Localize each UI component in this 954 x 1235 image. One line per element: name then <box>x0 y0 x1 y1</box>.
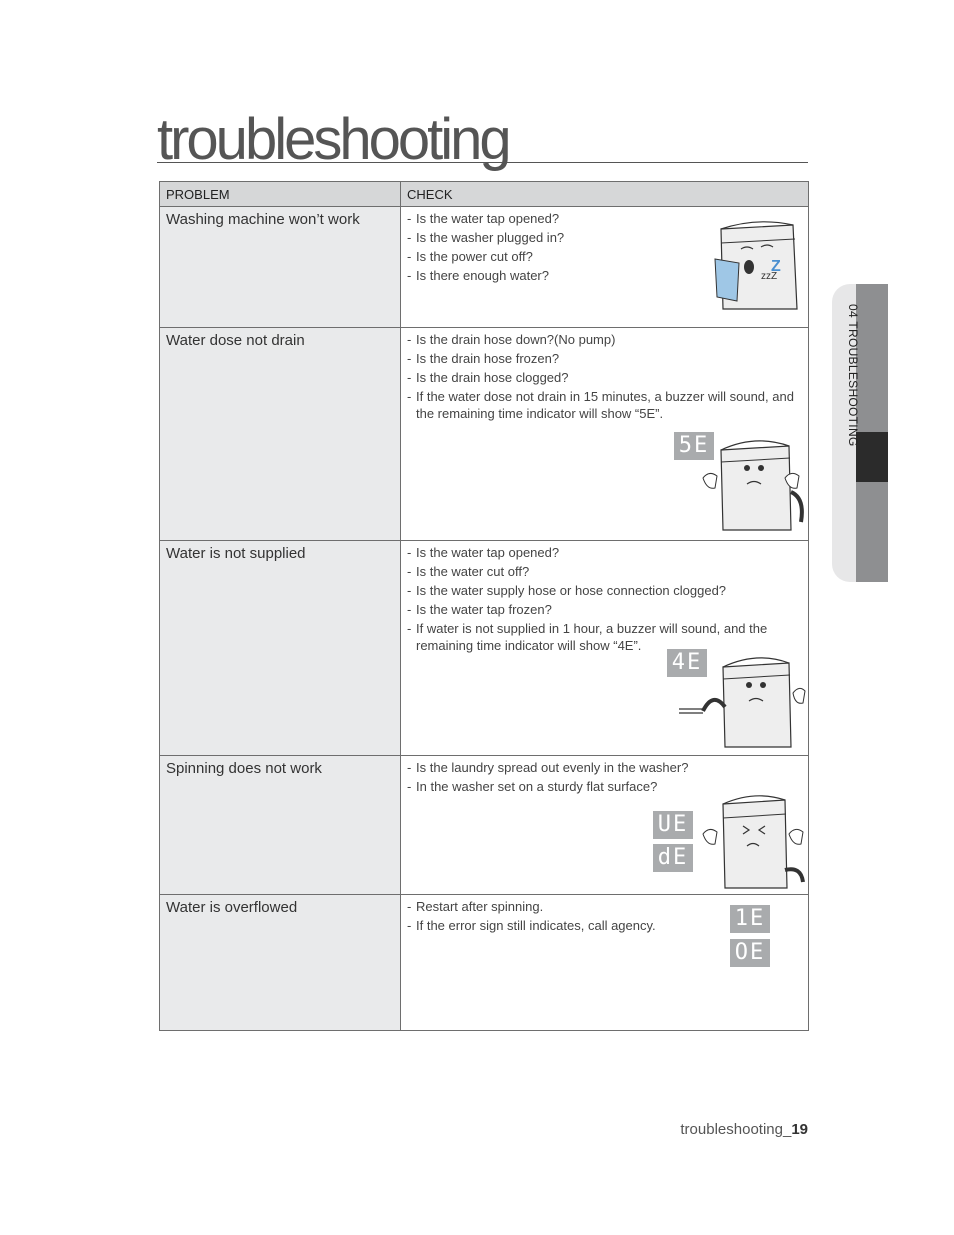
check-item: - Is the water supply hose or hose connection clogged? <box>407 583 727 598</box>
check-item: - In the washer set on a sturdy flat surface? <box>407 779 658 794</box>
table-header-row <box>160 182 809 207</box>
error-code-display: dE <box>653 844 693 872</box>
check-item: - If water is not supplied in 1 hour, a buzzer will sound, and the remaining time indicator will show “4E”. <box>407 621 768 653</box>
check-item: - Is the water tap frozen? <box>407 602 552 617</box>
problem-cell: Water is not supplied <box>160 541 401 756</box>
table-row <box>160 207 809 328</box>
dizzy-washer-spin-illustration <box>699 794 807 892</box>
check-item: - Is the washer plugged in? <box>407 230 565 245</box>
chapter-label: 04 TROUBLESHOOTING <box>846 304 860 447</box>
check-item: - If the water dose not drain in 15 minutes, a buzzer will sound, and the remaining time indicator will show “5E”. <box>407 389 794 421</box>
error-code-display: 4E <box>667 649 707 677</box>
check-item: - Is the drain hose down?(No pump) <box>407 332 616 347</box>
table-row <box>160 895 809 1031</box>
check-item: - Is the water tap opened? <box>407 545 560 560</box>
check-cell <box>401 541 809 756</box>
error-code-display: UE <box>653 811 693 839</box>
check-item: - Is the water tap opened? <box>407 211 560 226</box>
problem-cell: Spinning does not work <box>160 756 401 895</box>
page-footer <box>680 1121 808 1138</box>
svg-text:zzZ: zzZ <box>761 271 778 282</box>
problem-cell: Water dose not drain <box>160 328 401 541</box>
worried-washer-drain-illustration <box>697 432 805 532</box>
table-row <box>160 541 809 756</box>
page-number: 19 <box>791 1121 808 1138</box>
error-code-display: 5E <box>674 432 714 460</box>
check-item: - Is the power cut off? <box>407 249 533 264</box>
error-code-display: OE <box>730 939 770 967</box>
problem-cell: Water is overflowed <box>160 895 401 1031</box>
worried-washer-supply-illustration <box>677 653 807 749</box>
table-row <box>160 756 809 895</box>
problem-cell: Washing machine won’t work <box>160 207 401 328</box>
check-item: - Restart after spinning. <box>407 899 544 914</box>
page-title: troubleshooting <box>157 107 509 172</box>
check-cell <box>401 756 809 895</box>
footer-label: troubleshooting_ <box>680 1121 792 1138</box>
check-cell <box>401 895 809 1031</box>
header-problem: PROBLEM <box>160 182 401 207</box>
troubleshooting-table <box>159 181 809 1031</box>
check-item: - Is the water cut off? <box>407 564 530 579</box>
table-row <box>160 328 809 541</box>
check-item: - Is the laundry spread out evenly in the washer? <box>407 760 689 775</box>
check-item: - Is there enough water? <box>407 268 549 283</box>
error-code-display: 1E <box>730 905 770 933</box>
check-item: - If the error sign still indicates, call agency. <box>407 918 656 933</box>
title-divider <box>157 162 808 163</box>
check-cell <box>401 207 809 328</box>
check-item: - Is the drain hose frozen? <box>407 351 560 366</box>
check-cell <box>401 328 809 541</box>
check-item: - Is the drain hose clogged? <box>407 370 569 385</box>
svg-text:Z: Z <box>771 258 781 275</box>
sleeping-washer-illustration <box>713 219 803 311</box>
header-check: CHECK <box>401 182 809 207</box>
